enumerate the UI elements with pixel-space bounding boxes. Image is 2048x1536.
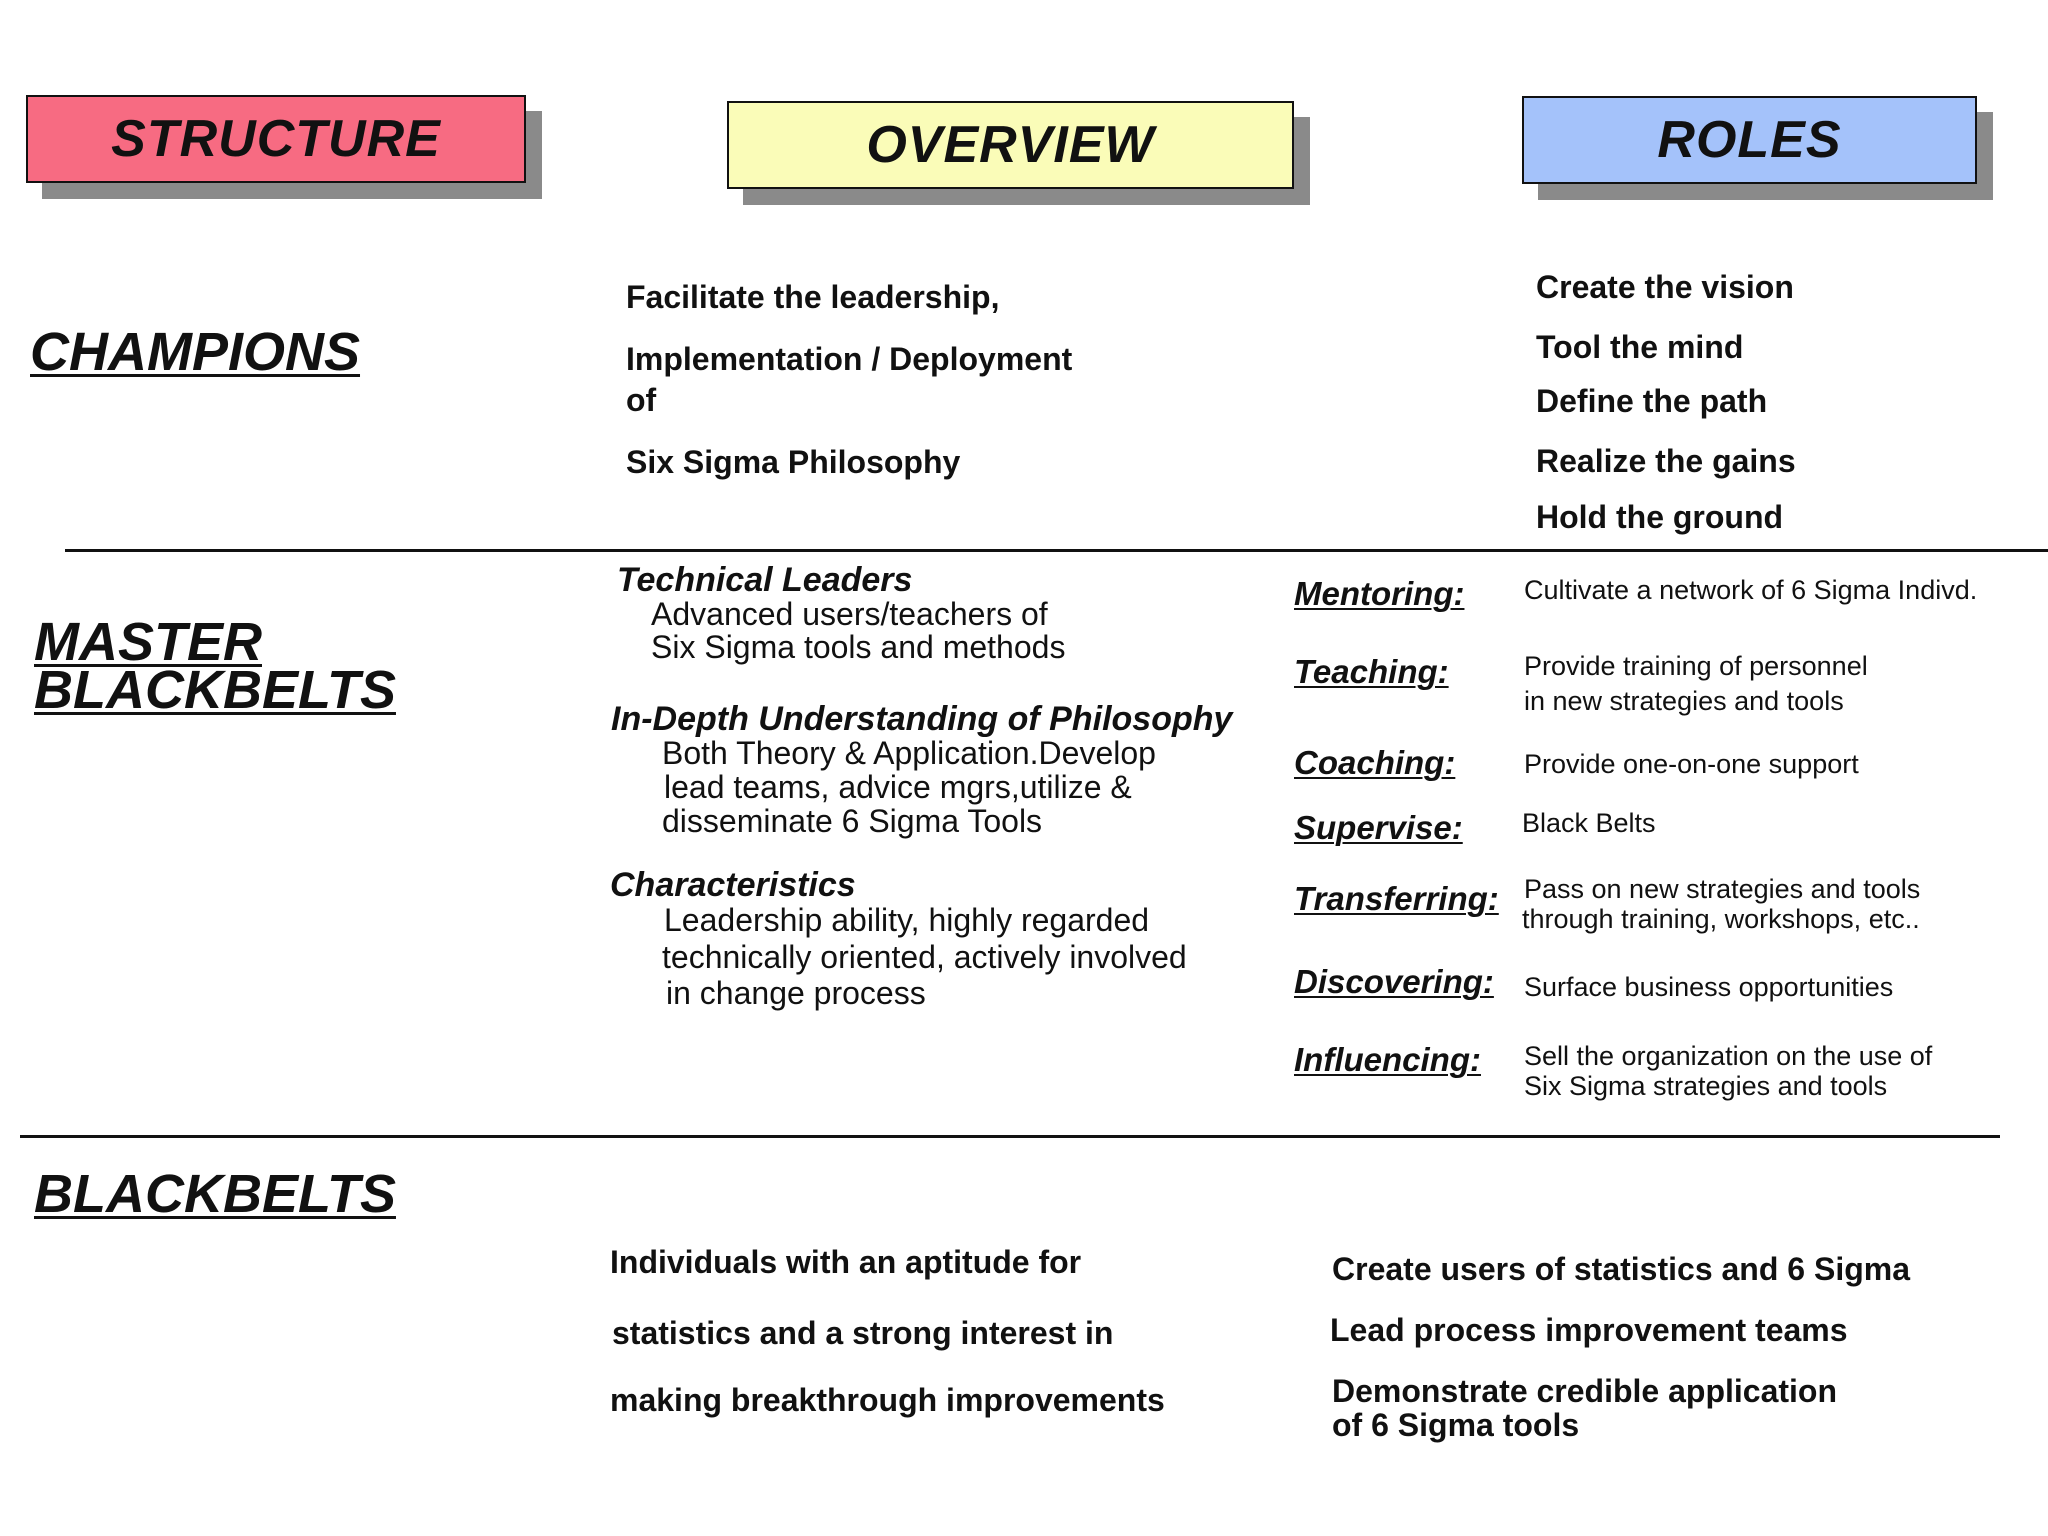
role-term-influencing: Influencing: bbox=[1294, 1041, 1481, 1078]
role-desc-influencing: Six Sigma strategies and tools bbox=[1524, 1071, 1888, 1101]
blackbelts-overview-line: making breakthrough improvements bbox=[610, 1382, 1165, 1418]
master-blackbelts-label-line: MASTER bbox=[34, 612, 262, 672]
champions-overview-line: Six Sigma Philosophy bbox=[626, 444, 961, 480]
master-blackbelts-label bbox=[34, 612, 396, 720]
champions-role: Realize the gains bbox=[1536, 443, 1796, 479]
champions-role: Tool the mind bbox=[1536, 329, 1744, 365]
characteristics-line: in change process bbox=[666, 975, 926, 1011]
role-term-supervise: Supervise: bbox=[1294, 809, 1463, 846]
role-term-coaching: Coaching: bbox=[1294, 744, 1456, 781]
role-desc-teaching: Provide training of personnel bbox=[1524, 651, 1868, 681]
blackbelts-role: Create users of statistics and 6 Sigma bbox=[1332, 1251, 1910, 1287]
overview-header-label: OVERVIEW bbox=[727, 101, 1294, 189]
in-depth-line: Both Theory & Application.Develop bbox=[662, 735, 1156, 771]
role-desc-transferring: Pass on new strategies and tools bbox=[1524, 874, 1921, 904]
technical-leaders-title: Technical Leaders bbox=[617, 561, 913, 599]
divider-line bbox=[20, 1135, 2000, 1138]
technical-leaders-line: Advanced users/teachers of bbox=[651, 596, 1048, 632]
structure-header-label: STRUCTURE bbox=[26, 95, 526, 183]
blackbelts-role: Demonstrate credible application bbox=[1332, 1373, 1838, 1409]
role-term-mentoring: Mentoring: bbox=[1294, 575, 1465, 612]
role-desc-influencing: Sell the organization on the use of bbox=[1524, 1041, 1933, 1071]
champions-label: CHAMPIONS bbox=[30, 322, 361, 382]
master-blackbelts-label-line: BLACKBELTS bbox=[34, 660, 396, 720]
role-desc-mentoring: Cultivate a network of 6 Sigma Indivd. bbox=[1524, 575, 1978, 605]
blackbelts-overview-line: Individuals with an aptitude for bbox=[610, 1244, 1082, 1280]
role-desc-transferring: through training, workshops, etc.. bbox=[1522, 904, 1920, 934]
roles-header-label: ROLES bbox=[1522, 96, 1977, 184]
champions-role: Define the path bbox=[1536, 383, 1768, 419]
characteristics-line: technically oriented, actively involved bbox=[662, 939, 1187, 975]
in-depth-line: disseminate 6 Sigma Tools bbox=[662, 803, 1043, 839]
role-desc-teaching: in new strategies and tools bbox=[1524, 686, 1844, 716]
blackbelts-label: BLACKBELTS bbox=[34, 1164, 396, 1224]
role-term-transferring: Transferring: bbox=[1294, 880, 1499, 917]
in-depth-title: In-Depth Understanding of Philosophy bbox=[611, 700, 1233, 738]
role-desc-coaching: Provide one-on-one support bbox=[1524, 749, 1859, 779]
blackbelts-overview-line: statistics and a strong interest in bbox=[612, 1315, 1114, 1351]
role-term-teaching: Teaching: bbox=[1294, 653, 1449, 690]
technical-leaders-line: Six Sigma tools and methods bbox=[651, 629, 1066, 665]
role-term-discovering: Discovering: bbox=[1294, 963, 1494, 1000]
champions-role: Hold the ground bbox=[1536, 499, 1784, 535]
champions-overview-line: of bbox=[626, 382, 657, 418]
blackbelts-role: of 6 Sigma tools bbox=[1332, 1407, 1580, 1443]
champions-overview-line: Implementation / Deployment bbox=[626, 341, 1073, 377]
champions-role: Create the vision bbox=[1536, 269, 1794, 305]
role-desc-discovering: Surface business opportunities bbox=[1524, 972, 1894, 1002]
characteristics-title: Characteristics bbox=[610, 866, 856, 904]
champions-overview-line: Facilitate the leadership, bbox=[626, 279, 1000, 315]
blackbelts-role: Lead process improvement teams bbox=[1330, 1312, 1848, 1348]
characteristics-line: Leadership ability, highly regarded bbox=[664, 902, 1150, 938]
in-depth-line: lead teams, advice mgrs,utilize & bbox=[664, 769, 1132, 805]
role-desc-supervise: Black Belts bbox=[1522, 808, 1656, 838]
divider-line bbox=[65, 549, 2048, 552]
